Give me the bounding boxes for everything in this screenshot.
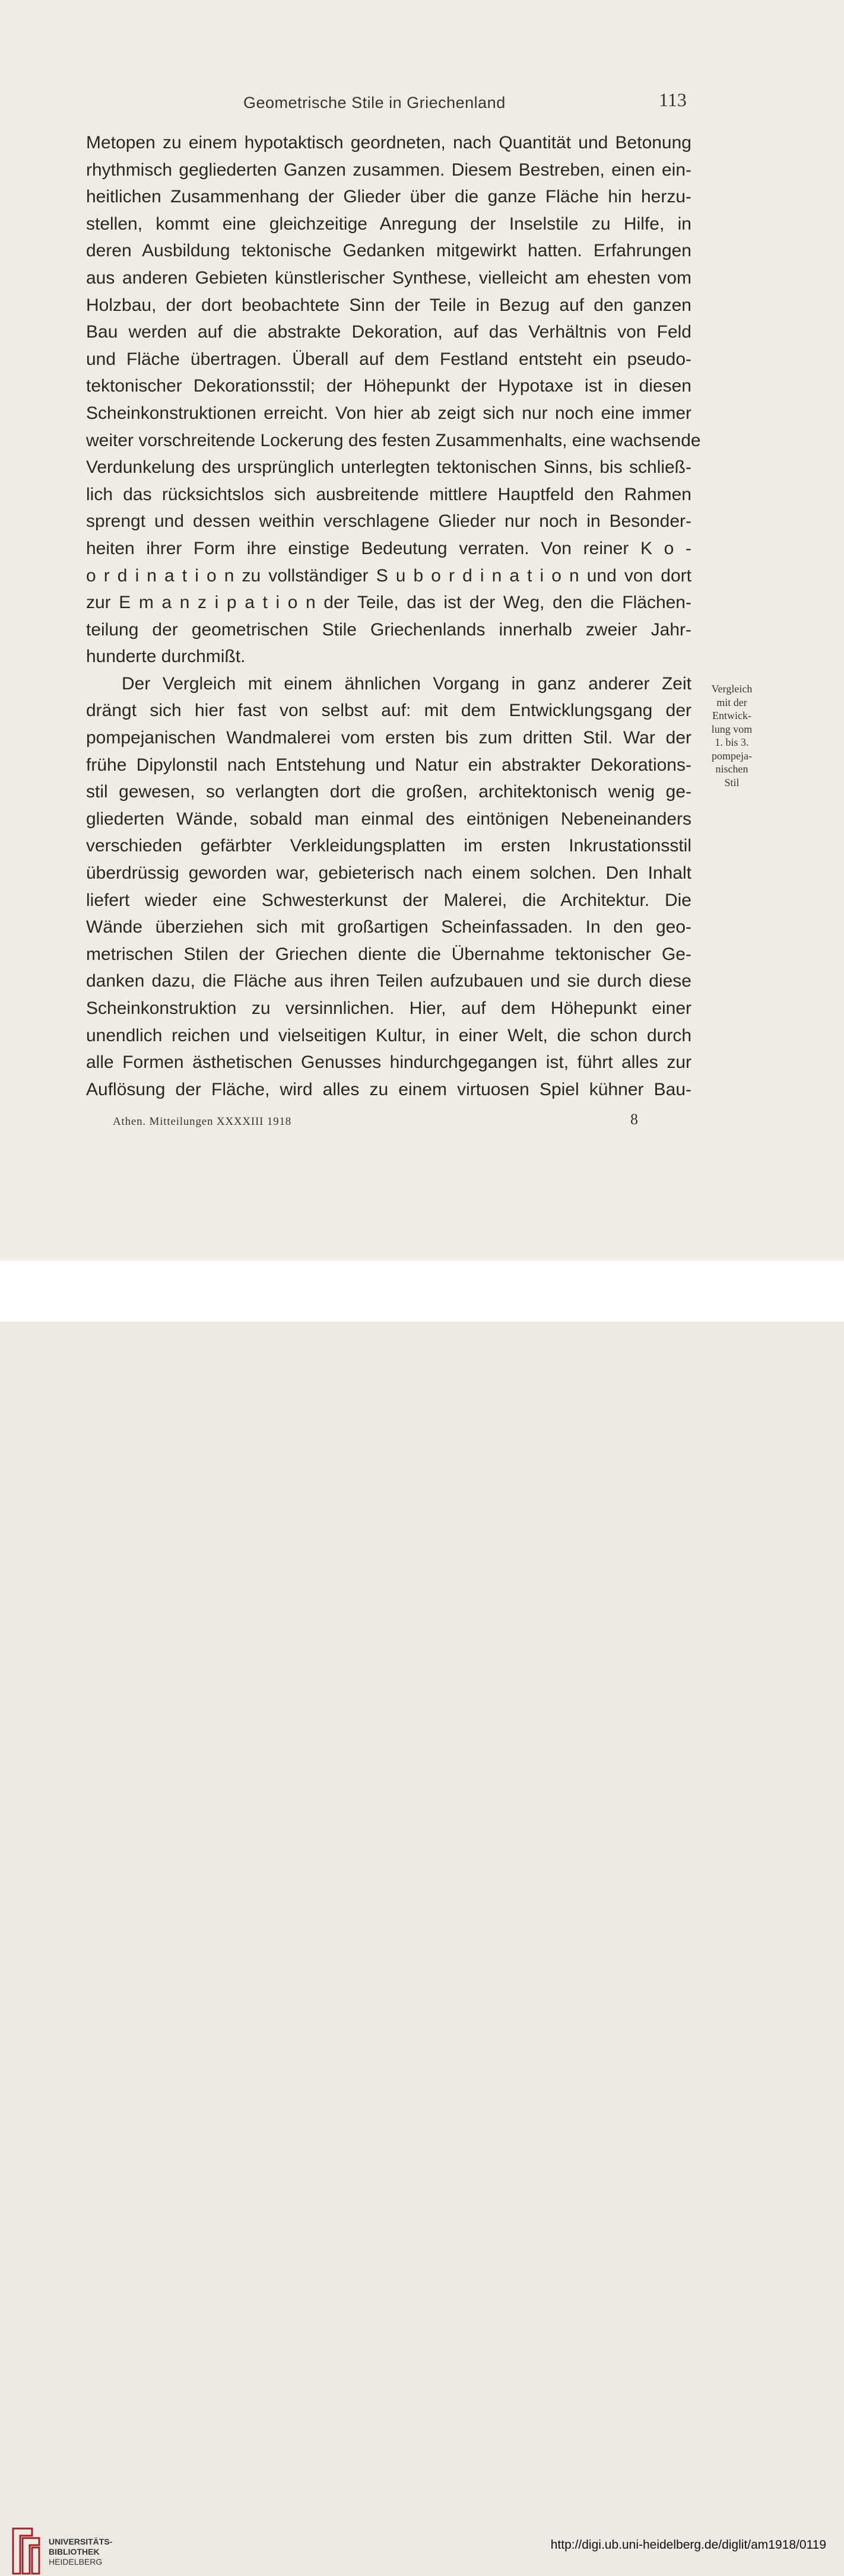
text-line: Wände überziehen sich mit großartigen Scheinfassaden. In den geo- [86,917,691,937]
text-line: unendlich reichen und vielseitigen Kultur, in einer Welt, die schon durch [86,1025,691,1045]
text-line: Holzbau, der dort beobachtete Sinn der Teile in Bezug auf den ganzen [86,295,691,315]
text-line: teilung der geometrischen Stile Griechenlands innerhalb zweier Jahr- [86,619,691,640]
text-line: Verdunkelung des ursprünglich unterlegten tektonischen Sinns, bis schließ- [86,457,691,478]
text-line: weiter vorschreitende Lockerung des festen Zusammenhalts, eine wachsende [86,430,701,450]
marginal-note-line: Vergleich [711,683,753,695]
signature-mark: 8 [630,1111,638,1128]
text-line: metrischen Stilen der Griechen diente die Übernahme tektonischer Ge- [86,944,691,964]
library-logo-icon [11,2526,42,2576]
text-line: frühe Dipylonstil nach Entstehung und Natur ein abstrakter Dekorations- [86,755,691,775]
text-line: stellen, kommt eine gleichzeitige Anregung der Inselstile zu Hilfe, in [86,214,691,234]
text-line: Scheinkonstruktion zu versinnlichen. Hier, auf dem Höhepunkt einer [86,998,691,1018]
library-footer-bar [0,1261,844,2567]
marginal-note-line: 1. bis 3. [715,736,749,748]
logo-line: UNIVERSITÄTS- [49,2537,113,2546]
text-line: heitlichen Zusammenhang der Glieder über die ganze Fläche hin herzu- [86,187,691,207]
text-line: und Fläche übertragen. Überall auf dem Festland entsteht ein pseudo- [86,349,691,369]
running-title: Geometrische Stile in Griechenland [243,94,506,112]
text-line: Auflösung der Fläche, wird alles zu einem virtuosen Spiel kühner Bau- [86,1079,691,1099]
marginal-note-line: mit der [716,696,747,708]
text-line: danken dazu, die Fläche aus ihren Teilen aufzubauen und sie durch diese [86,971,691,991]
document-page [0,0,844,1261]
text-line: Der Vergleich mit einem ähnlichen Vorgang in ganz anderer Zeit [122,673,691,694]
text-line: rhythmisch gegliederten Ganzen zusammen. Diesem Bestreben, einen ein- [86,160,691,180]
permalink-url[interactable]: http://digi.ub.uni-heidelberg.de/diglit/am1918/0119 [550,2538,826,2552]
text-line: hunderte durchmißt. [86,647,246,667]
text-line: lich das rücksichtslos sich ausbreitende mittlere Hauptfeld den Rahmen [86,484,691,504]
marginal-note [698,682,766,789]
logo-line: HEIDELBERG [49,2557,103,2567]
text-line: zur E m a n z i p a t i o n der Teile, das ist der Weg, den die Flächen- [86,593,691,613]
text-line: pompejanischen Wandmalerei vom ersten bis zum dritten Stil. War der [86,728,691,748]
text-line: aus anderen Gebieten künstlerischer Synthese, vielleicht am ehesten vom [86,268,691,288]
text-line: überdrüssig geworden war, gebieterisch nach einem solchen. Den Inhalt [86,863,691,883]
text-line: tektonischer Dekorationsstil; der Höhepunkt der Hypotaxe ist in diesen [86,376,691,396]
marginal-note-line: nischen [715,763,748,775]
text-line: liefert wieder eine Schwesterkunst der Malerei, die Architektur. Die [86,890,691,910]
text-line: Bau werden auf die abstrakte Dekoration, auf das Verhältnis von Feld [86,322,691,342]
page-number: 113 [659,89,687,110]
marginal-note-line: lung vom [711,723,753,735]
text-line: heiten ihrer Form ihre einstige Bedeutung verraten. Von reiner K o - [86,538,691,558]
journal-footer: Athen. Mitteilungen XXXXIII 1918 [113,1115,292,1128]
library-logo-text [49,2537,112,2567]
text-line: verschieden gefärbter Verkleidungsplatten im ersten Inkrustationsstil [86,836,691,856]
text-line: drängt sich hier fast von selbst auf: mit dem Entwicklungsgang der [86,701,691,721]
marginal-note-line: pompeja- [712,749,752,762]
text-line: alle Formen ästhetischen Genusses hindurchgegangen ist, führt alles zur [86,1052,691,1073]
text-line: o r d i n a t i o n zu vollständiger S u b o r d i n a t i o n und von dort [86,565,691,586]
text-line: gliederten Wände, sobald man einmal des eintönigen Nebeneinanders [86,809,691,829]
text-line: Scheinkonstruktionen erreicht. Von hier ab zeigt sich nur noch eine immer [86,403,691,423]
marginal-note-line: Stil [724,776,740,788]
text-line: stil gewesen, so verlangten dort die großen, architektonisch wenig ge- [86,782,691,802]
body-text [86,129,701,1103]
text-line: Metopen zu einem hypotaktisch geordneten, nach Quantität und Betonung [86,133,691,152]
text-line: sprengt und dessen weithin verschlagene Glieder nur noch in Besonder- [86,511,691,532]
marginal-note-line: Entwick- [712,710,751,721]
logo-line: BIBLIOTHEK [49,2547,100,2556]
text-line: deren Ausbildung tektonische Gedanken mitgewirkt hatten. Erfahrungen [86,241,691,261]
